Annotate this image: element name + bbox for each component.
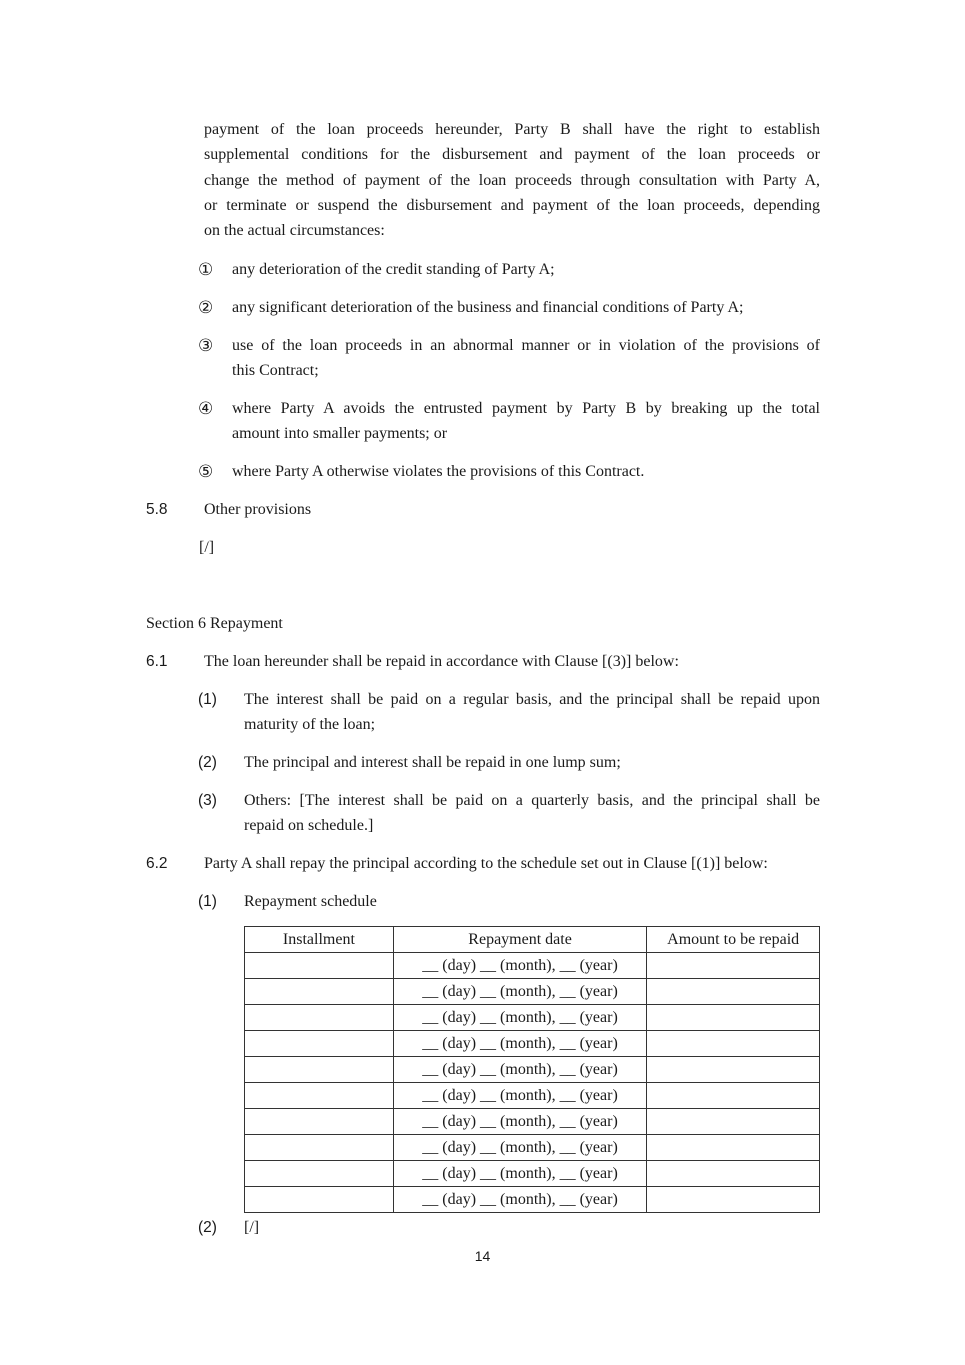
clause-number: 5.8 [146, 501, 168, 518]
repayment-date-cell: __ (day) __ (month), __ (year) [393, 1161, 647, 1187]
table-row [245, 1005, 820, 1031]
intro-paragraph [204, 117, 820, 243]
option-text: The principal and interest shall be repaid in one lump sum; [244, 754, 621, 771]
item-label: Repayment schedule [244, 893, 377, 910]
section-heading: Section 6 Repayment [146, 615, 283, 632]
circled-number-marker: ③ [198, 336, 214, 355]
amount-cell [647, 1083, 820, 1109]
option-text: Others: [The interest shall be paid on a quarterly basis, and the principal shall be [244, 792, 820, 809]
clause-number: 6.1 [146, 653, 168, 670]
option-text: maturity of the loan; [244, 716, 376, 734]
option-text: The interest shall be paid on a regular basis, and the principal shall be repaid upon [244, 691, 820, 708]
intro-line: payment of the loan proceeds hereunder, Party B shall have the right to establish [204, 121, 820, 138]
installment-cell [245, 1083, 394, 1109]
repayment-date-cell: __ (day) __ (month), __ (year) [393, 953, 647, 979]
amount-cell [647, 1031, 820, 1057]
circumstance-text: any significant deterioration of the business and financial conditions of Party A; [232, 299, 744, 316]
table-row [245, 1083, 820, 1109]
repayment-date-cell: __ (day) __ (month), __ (year) [393, 1135, 647, 1161]
intro-line: or terminate or suspend the disbursement and payment of the loan proceeds, depending [204, 196, 820, 214]
item-label: [/] [244, 1219, 260, 1236]
amount-cell [647, 1109, 820, 1135]
repayment-date-cell: __ (day) __ (month), __ (year) [393, 1083, 647, 1109]
amount-cell [647, 1057, 820, 1083]
repayment-date-cell: __ (day) __ (month), __ (year) [393, 979, 647, 1005]
clause-text: The loan hereunder shall be repaid in accordance with Clause [(3)] below: [204, 653, 679, 670]
table-row [245, 1057, 820, 1083]
column-header-amount: Amount to be repaid [647, 927, 820, 953]
installment-cell [245, 1005, 394, 1031]
table-row [245, 979, 820, 1005]
item-marker: (1) [198, 893, 217, 910]
circled-number-marker: ② [198, 298, 214, 317]
installment-cell [245, 1161, 394, 1187]
installment-cell [245, 1135, 394, 1161]
amount-cell [647, 1161, 820, 1187]
intro-line: on the actual circumstances: [204, 222, 385, 240]
circled-number-marker: ① [198, 260, 214, 279]
table-row [245, 1109, 820, 1135]
clause-text: Party A shall repay the principal according to the schedule set out in Clause [(1)] below: [204, 855, 768, 872]
circumstance-text: where Party A avoids the entrusted payment by Party B by breaking up the total [232, 400, 820, 417]
amount-cell [647, 979, 820, 1005]
intro-line: supplemental conditions for the disbursement and payment of the loan proceeds or [204, 146, 820, 164]
repayment-date-cell: __ (day) __ (month), __ (year) [393, 1031, 647, 1057]
clause-number: 6.2 [146, 855, 168, 872]
amount-cell [647, 1187, 820, 1213]
installment-cell [245, 1187, 394, 1213]
option-marker: (2) [198, 754, 217, 771]
amount-cell [647, 953, 820, 979]
circumstance-text: any deterioration of the credit standing of Party A; [232, 261, 555, 278]
option-marker: (3) [198, 792, 217, 809]
table-row [245, 1135, 820, 1161]
clause-5-8-content: [/] [199, 539, 215, 556]
circumstance-text: this Contract; [232, 362, 319, 380]
clause-title: Other provisions [204, 501, 312, 518]
circumstance-text: where Party A otherwise violates the provisions of this Contract. [232, 463, 645, 480]
installment-cell [245, 953, 394, 979]
circumstance-text: amount into smaller payments; or [232, 425, 448, 443]
installment-cell [245, 1109, 394, 1135]
column-header-installment: Installment [245, 927, 394, 953]
table-row [245, 1187, 820, 1213]
page-number: 14 [474, 1248, 491, 1264]
option-marker: (1) [198, 691, 217, 708]
column-header-repayment-date: Repayment date [393, 927, 647, 953]
repayment-date-cell: __ (day) __ (month), __ (year) [393, 1187, 647, 1213]
option-text: repaid on schedule.] [244, 817, 374, 835]
installment-cell [245, 979, 394, 1005]
circled-number-marker: ④ [198, 399, 214, 418]
installment-cell [245, 1031, 394, 1057]
installment-cell [245, 1057, 394, 1083]
circled-number-marker: ⑤ [198, 462, 214, 481]
amount-cell [647, 1135, 820, 1161]
circumstance-text: use of the loan proceeds in an abnormal manner or in violation of the provisions of [232, 337, 820, 354]
repayment-date-cell: __ (day) __ (month), __ (year) [393, 1057, 647, 1083]
table-header-row [245, 927, 820, 953]
intro-line: change the method of payment of the loan proceeds through consultation with Party A, [204, 171, 820, 189]
repayment-schedule-table [244, 926, 820, 1213]
repayment-date-cell: __ (day) __ (month), __ (year) [393, 1005, 647, 1031]
amount-cell [647, 1005, 820, 1031]
table-row [245, 1161, 820, 1187]
table-row [245, 1031, 820, 1057]
table-row [245, 953, 820, 979]
item-marker: (2) [198, 1219, 217, 1236]
repayment-date-cell: __ (day) __ (month), __ (year) [393, 1109, 647, 1135]
